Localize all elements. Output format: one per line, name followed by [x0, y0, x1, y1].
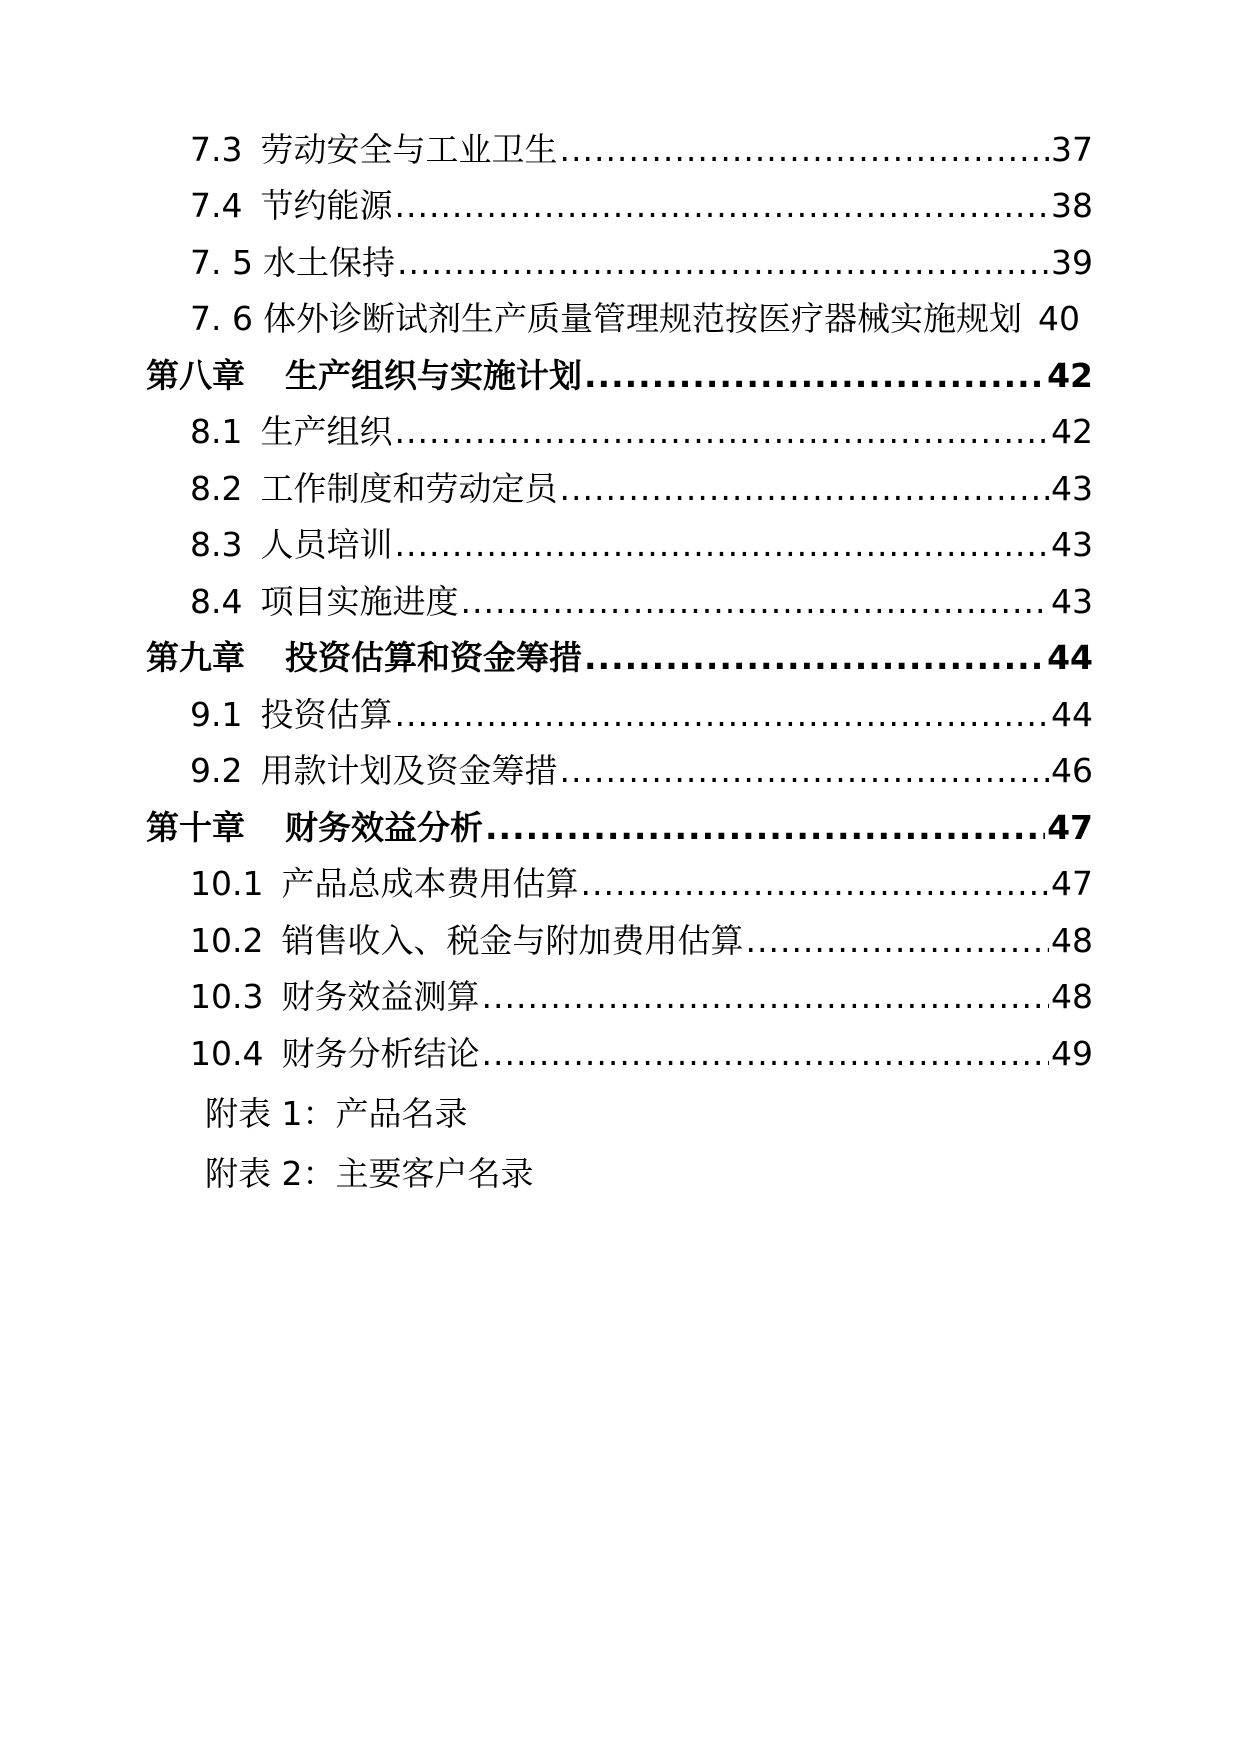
toc-entry-7-6[interactable] [0, 291, 1241, 348]
toc-dot-leader [394, 528, 1049, 561]
toc-entry-page: 42 [1051, 412, 1093, 452]
toc-entry-number: 8.4 [190, 581, 243, 621]
toc-entry-number: 8.3 [190, 525, 243, 565]
toc-entry-page: 47 [1051, 864, 1093, 904]
toc-entry-9-1[interactable] [0, 686, 1241, 743]
toc-entry-title: 节约能源 [260, 186, 393, 226]
toc-entry-number: 10.3 [190, 977, 264, 1017]
toc-entry-page: 43 [1051, 581, 1093, 621]
toc-entry-label [146, 807, 483, 847]
toc-entry-8-1[interactable] [0, 404, 1241, 461]
toc-entry-title: 工作制度和劳动定员 [260, 468, 558, 508]
toc-entry-7-4[interactable] [0, 178, 1241, 235]
toc-entry-10-4[interactable] [0, 1025, 1241, 1082]
toc-dot-leader [559, 472, 1049, 505]
toc-entry-title: 生产组织 [260, 412, 393, 452]
toc-dot-leader [394, 698, 1049, 731]
toc-entry-label [190, 412, 393, 452]
toc-entry-10-3[interactable] [0, 969, 1241, 1026]
toc-entry-number: 10.2 [190, 920, 264, 960]
toc-entry-label [190, 751, 558, 791]
toc-entry-title: 用款计划及资金筹措 [260, 751, 558, 791]
toc-dot-leader [745, 924, 1049, 957]
toc-dot-leader [394, 415, 1049, 448]
toc-chapter-8[interactable] [0, 347, 1241, 404]
toc-chapter-title: 生产组织与实施计划 [285, 355, 582, 395]
toc-entry-page: 37 [1051, 129, 1093, 169]
toc-entry-label [190, 694, 393, 734]
toc-dot-leader [394, 189, 1049, 222]
toc-entry-page: 40 [1037, 299, 1080, 339]
toc-entry-label [190, 468, 558, 508]
toc-dot-leader [559, 133, 1049, 166]
toc-entry-page: 49 [1051, 1033, 1093, 1073]
toc-entry-number: 7.3 [190, 129, 243, 169]
toc-entry-label [190, 864, 579, 904]
toc-entry-label [190, 920, 744, 960]
toc-entry-8-4[interactable] [0, 573, 1241, 630]
appendix-1[interactable]: 附表 1：产品名录 [205, 1094, 468, 1133]
toc-entry-page: 44 [1051, 694, 1093, 734]
toc-entry-7-3[interactable] [0, 121, 1241, 178]
toc-entry-7-5[interactable] [0, 234, 1241, 291]
toc-chapter-number: 第八章 [146, 355, 245, 395]
toc-dot-leader [559, 754, 1049, 787]
toc-entry-page: 43 [1051, 468, 1093, 508]
toc-chapter-number: 第十章 [146, 807, 245, 847]
toc-entry-number: 7. 5 [190, 242, 253, 282]
toc-entry-number: 8.2 [190, 468, 243, 508]
toc-entry-label [190, 299, 1022, 339]
toc-dot-leader [580, 867, 1049, 900]
toc-entry-title: 投资估算 [260, 694, 393, 734]
toc-entry-number: 7.4 [190, 186, 243, 226]
toc-entry-title: 人员培训 [260, 525, 393, 565]
toc-entry-title: 财务分析结论 [281, 1033, 480, 1073]
appendix-2[interactable]: 附表 2：主要客户名录 [205, 1154, 534, 1193]
toc-entry-8-3[interactable] [0, 517, 1241, 574]
toc-entry-9-2[interactable] [0, 743, 1241, 800]
toc-entry-number: 9.2 [190, 751, 243, 791]
toc-entry-title: 水土保持 [262, 242, 395, 282]
toc-entry-label [190, 1033, 480, 1073]
toc-entry-page: 48 [1051, 920, 1093, 960]
toc-entry-page: 47 [1047, 807, 1093, 847]
toc-dot-leader [584, 359, 1045, 392]
toc-entry-label [190, 186, 393, 226]
toc-entry-title: 销售收入、税金与附加费用估算 [281, 920, 744, 960]
toc-dot-leader [460, 585, 1049, 618]
toc-entry-page: 43 [1051, 525, 1093, 565]
toc-entry-title: 产品总成本费用估算 [281, 864, 579, 904]
toc-dot-leader [584, 641, 1045, 674]
toc-entry-page: 44 [1047, 638, 1093, 678]
toc-entry-number: 9.1 [190, 694, 243, 734]
toc-entry-label [190, 129, 558, 169]
toc-entry-page: 42 [1047, 355, 1093, 395]
toc-dot-leader [481, 980, 1049, 1013]
toc-chapter-title: 投资估算和资金筹措 [285, 638, 582, 678]
toc-entry-label [190, 242, 395, 282]
toc-entry-10-1[interactable] [0, 856, 1241, 913]
toc-entry-8-2[interactable] [0, 460, 1241, 517]
toc-chapter-number: 第九章 [146, 638, 245, 678]
toc-entry-page: 38 [1051, 186, 1093, 226]
toc-dot-leader [481, 1037, 1049, 1070]
toc-entry-title: 劳动安全与工业卫生 [260, 129, 558, 169]
toc-entry-number: 8.1 [190, 412, 243, 452]
toc-entry-title: 项目实施进度 [260, 581, 459, 621]
toc-dot-leader [397, 246, 1049, 279]
toc-chapter-9[interactable] [0, 630, 1241, 687]
toc-entry-page: 39 [1051, 242, 1093, 282]
toc-entry-number: 10.1 [190, 864, 264, 904]
toc-entry-label [190, 525, 393, 565]
toc-entry-title: 体外诊断试剂生产质量管理规范按医疗器械实施规划 [262, 299, 1022, 339]
toc-chapter-title: 财务效益分析 [285, 807, 483, 847]
toc-entry-label [190, 977, 480, 1017]
toc-entry-number: 10.4 [190, 1033, 264, 1073]
toc-chapter-10[interactable] [0, 799, 1241, 856]
toc-dot-leader [485, 811, 1045, 844]
toc-entry-label [146, 638, 582, 678]
toc-entry-page: 46 [1051, 751, 1093, 791]
toc-entry-number: 7. 6 [190, 299, 253, 339]
toc-entry-label [190, 581, 459, 621]
table-of-contents [0, 121, 1241, 1082]
toc-entry-title: 财务效益测算 [281, 977, 480, 1017]
toc-entry-label [146, 355, 582, 395]
toc-entry-10-2[interactable] [0, 912, 1241, 969]
toc-entry-page: 48 [1051, 977, 1093, 1017]
